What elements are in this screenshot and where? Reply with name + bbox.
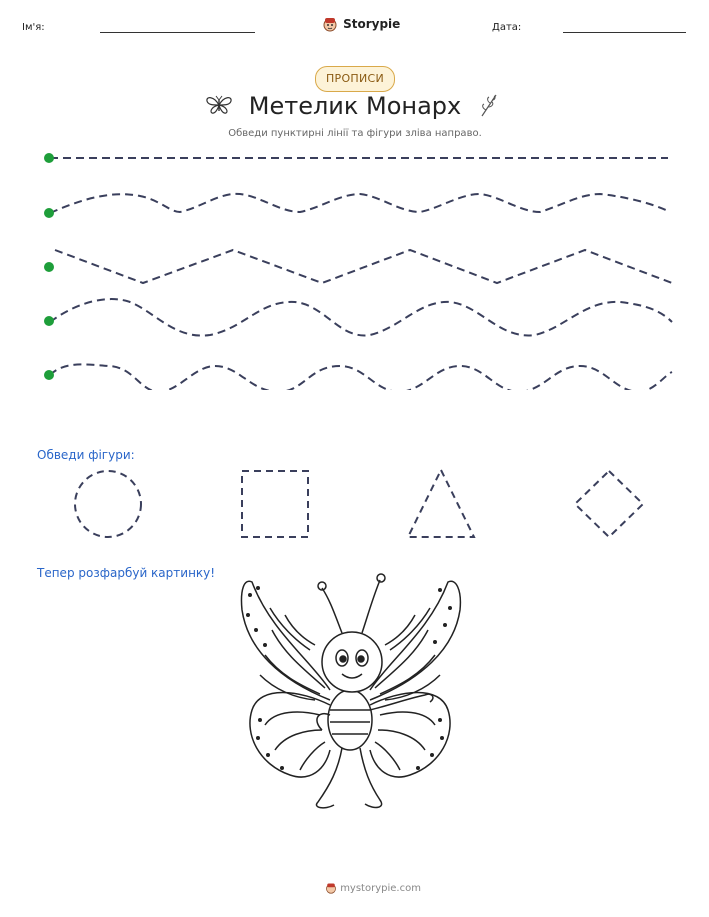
- page-title: Метелик Монарх: [248, 92, 462, 120]
- trace-line-wave-3: [50, 364, 672, 390]
- footer-url[interactable]: mystorypie.com: [340, 883, 421, 894]
- name-label: Ім'я:: [22, 22, 45, 33]
- storypie-logo-icon: [322, 16, 338, 32]
- start-dot: [44, 262, 54, 272]
- instructions: Обведи пунктирні лінії та фігури зліва направо.: [228, 128, 482, 139]
- start-dot: [44, 316, 54, 326]
- trace-shapes: [0, 460, 709, 550]
- trace-shape-diamond: [575, 471, 643, 537]
- start-dot: [44, 370, 54, 380]
- coloring-section-label: Тепер розфарбуй картинку!: [37, 566, 216, 580]
- date-line[interactable]: [563, 32, 686, 33]
- shapes-section-label: Обведи фігури:: [37, 448, 135, 462]
- trace-line-wave-1: [50, 194, 670, 213]
- trace-lines: [0, 140, 709, 390]
- start-dot: [44, 153, 54, 163]
- trace-shape-square: [242, 471, 308, 537]
- trace-line-wave-2: [50, 299, 672, 336]
- butterfly-coloring-icon: [230, 570, 470, 820]
- brand-logo: [322, 13, 400, 32]
- leaf-sprig-icon: [478, 92, 500, 118]
- storypie-logo-icon: [325, 882, 337, 894]
- trace-shape-triangle: [408, 470, 474, 537]
- trace-line-zigzag: [55, 250, 672, 283]
- brand-name: Storypie: [343, 17, 401, 31]
- trace-shape-circle: [75, 471, 141, 537]
- date-label: Дата:: [492, 22, 522, 33]
- category-badge: ПРОПИСИ: [315, 66, 395, 92]
- name-line[interactable]: [100, 32, 255, 33]
- start-dot: [44, 208, 54, 218]
- footer: [325, 882, 421, 894]
